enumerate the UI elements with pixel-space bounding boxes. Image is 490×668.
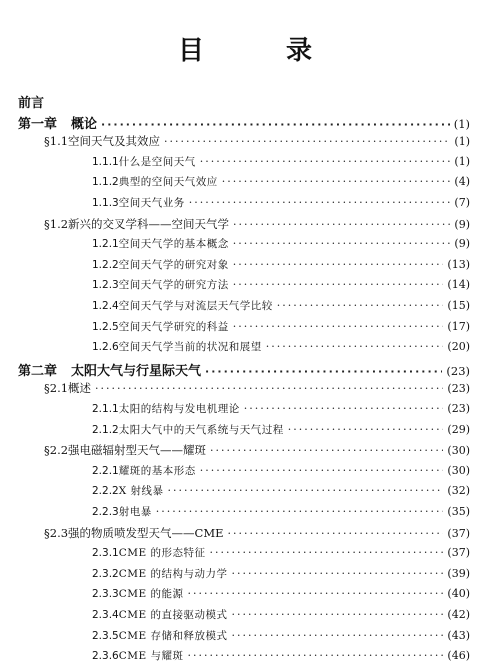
toc-sub-page: (9) [454,237,470,251]
toc-sub-page: (14) [447,278,470,292]
toc-sub-title: 空间天气学与对流层天气学比较 [118,300,273,312]
toc-sub-entry [92,154,470,174]
toc-sub-entry [92,586,470,606]
dot-leader [233,218,450,231]
dot-leader [233,278,444,291]
toc-sub-entry [92,319,470,339]
toc-section-page: (23) [447,382,470,396]
toc-sub-title: 空间天气学的研究方法 [118,279,229,292]
toc-section-title: 概述 [68,381,92,396]
toc-sub-number: 1.2.2 [92,258,119,271]
toc-sub-title: 耀斑的基本形态 [118,464,196,477]
toc-sub-entry [92,174,470,194]
toc-section-entry [44,442,470,462]
toc-sub-entry [92,648,470,668]
toc-sub-title: CME 的形态特征 [118,547,206,560]
dot-leader [200,464,444,477]
toc-sub-entry [92,463,470,483]
toc-chapter-title: 太阳大气与行星际天气 [71,363,202,379]
toc-sub-number: 1.1.1 [92,155,119,168]
toc-sub-title: 太阳大气中的天气系统与天气过程 [118,423,284,436]
toc-chapter-entry [18,360,470,380]
toc-sub-page: (43) [447,628,470,642]
toc-section-title: 强电磁辐射型天气——耀斑 [68,443,207,458]
dot-leader [222,175,451,188]
dot-leader [164,135,450,148]
dot-leader [156,505,444,518]
toc-sub-title: 空间天气学的基本概念 [118,238,229,251]
toc-sub-entry [92,339,470,359]
toc-sub-entry [92,607,470,627]
dot-leader [210,546,444,559]
toc-sub-number: 1.2.6 [92,341,119,354]
toc-sub-title: 空间天气学当前的状况和展望 [118,341,262,354]
toc-section-entry [44,525,470,545]
dot-leader [210,444,443,457]
toc-sub-entry [92,628,470,648]
toc-section-number: §2.2 [44,443,69,458]
dot-leader [288,423,444,436]
toc-sub-title: 空间天气业务 [118,197,185,209]
toc-chapter-page: (23) [446,363,470,378]
toc-chapter-title: 概论 [71,116,98,132]
dot-leader [188,649,444,662]
toc-section-title: 新兴的交叉学科——空间天气学 [68,216,230,231]
toc-sub-entry [92,545,470,565]
toc-sub-entry [92,401,470,421]
dot-leader [266,340,444,353]
toc-sub-number: 2.3.3 [92,588,119,601]
toc-sub-page: (29) [447,422,470,436]
toc-sub-page: (40) [447,587,470,601]
toc-section-number: §1.1 [44,134,69,149]
toc-sub-title: 空间天气学的研究对象 [118,258,229,271]
dot-leader [228,527,444,540]
dot-leader [277,299,444,312]
dot-leader [200,155,451,168]
toc-section-number: §2.1 [44,381,69,396]
page-title: 目 录 [177,36,340,66]
dot-leader [233,258,444,271]
toc-sub-entry [92,277,470,297]
toc-sub-number: 2.2.3 [92,506,119,518]
toc-sub-title: CME 存储和释放模式 [118,629,228,642]
toc-sub-number: 2.3.6 [92,650,119,663]
toc-sub-page: (46) [447,649,470,663]
toc-sub-page: (39) [447,566,470,580]
toc-sub-number: 2.3.5 [92,629,119,642]
dot-leader [232,629,444,642]
toc-sub-number: 2.1.2 [92,423,119,436]
toc-front-title: 前言 [18,96,45,111]
toc-sub-title: CME 的直接驱动模式 [118,609,228,621]
toc-sub-title: X 射线暴 [118,485,164,498]
toc-chapter-number: 第一章 [18,116,58,132]
toc-sub-entry [92,422,470,442]
toc-chapter-page: (1) [453,116,470,131]
toc-section-title: 空间天气及其效应 [68,134,161,149]
toc-sub-number: 2.1.1 [92,403,119,415]
toc-sub-entry [92,298,470,318]
toc-sub-title: 空间天气学研究的科益 [118,320,229,333]
toc-sub-page: (20) [447,340,470,354]
toc-chapter-number: 第二章 [18,363,58,379]
toc-sub-page: (1) [454,154,470,168]
toc-sub-number: 1.2.3 [92,279,119,292]
dot-leader [233,237,451,250]
toc-sub-entry [92,236,470,256]
dot-leader [233,320,444,333]
toc-sub-page: (7) [454,196,470,209]
toc-sub-page: (37) [447,546,470,560]
toc-sub-title: 什么是空间天气 [118,155,196,168]
toc-sub-number: 2.3.2 [92,567,119,580]
toc-sub-page: (13) [447,257,470,271]
toc-sub-entry [92,195,470,215]
toc-sub-number: 2.3.1 [92,547,119,560]
toc-sub-title: 太阳的结构与发电机理论 [118,403,240,415]
toc-sub-page: (42) [447,608,470,621]
toc-sub-number: 1.1.3 [92,197,119,209]
toc-sub-entry [92,257,470,277]
toc-sub-title: CME 的结构与动力学 [118,567,228,580]
dot-leader [232,567,444,580]
dot-leader [189,196,451,209]
toc-sub-page: (35) [447,505,470,518]
toc-sub-number: 1.2.5 [92,320,119,333]
toc-sub-number: 2.2.2 [92,485,119,498]
dot-leader [205,365,442,378]
toc-sub-title: 典型的空间天气效应 [118,176,218,189]
toc-section-entry [44,380,470,400]
toc-section-number: §1.2 [44,216,69,231]
toc-sub-page: (30) [447,463,470,477]
toc-sub-entry [92,483,470,503]
toc-sub-page: (4) [454,175,470,189]
dot-leader [232,608,444,621]
toc-section-page: (9) [454,217,470,231]
toc-sub-page: (17) [447,319,470,333]
dot-leader [95,382,443,395]
toc-sub-page: (32) [447,484,470,498]
toc-chapter-entry [18,113,470,133]
toc-section-page: (1) [454,135,470,149]
toc-sub-number: 1.2.4 [92,300,119,312]
toc-section-page: (30) [447,444,470,458]
toc-sub-page: (23) [447,402,470,415]
toc-sub-entry [92,566,470,586]
toc-sub-number: 1.2.1 [92,238,119,251]
toc-sub-number: 2.3.4 [92,609,119,621]
dot-leader [244,402,444,415]
toc-sub-title: 射电暴 [118,506,152,518]
toc-section-page: (37) [447,526,470,540]
dot-leader [168,484,444,497]
toc-section-title: 强的物质喷发型天气——CME [68,525,224,540]
toc-section-entry [44,133,470,153]
toc-sub-number: 1.1.2 [92,176,119,189]
toc-section-number: §2.3 [44,525,69,540]
toc-sub-entry [92,504,470,524]
toc-front-entry [18,92,470,112]
dot-leader [101,118,450,131]
toc-sub-title: CME 与耀斑 [118,650,184,663]
toc-sub-title: CME 的能源 [118,588,184,601]
dot-leader [188,587,444,600]
toc-sub-page: (15) [447,299,470,312]
toc-section-entry [44,216,470,236]
toc-sub-number: 2.2.1 [92,464,119,477]
